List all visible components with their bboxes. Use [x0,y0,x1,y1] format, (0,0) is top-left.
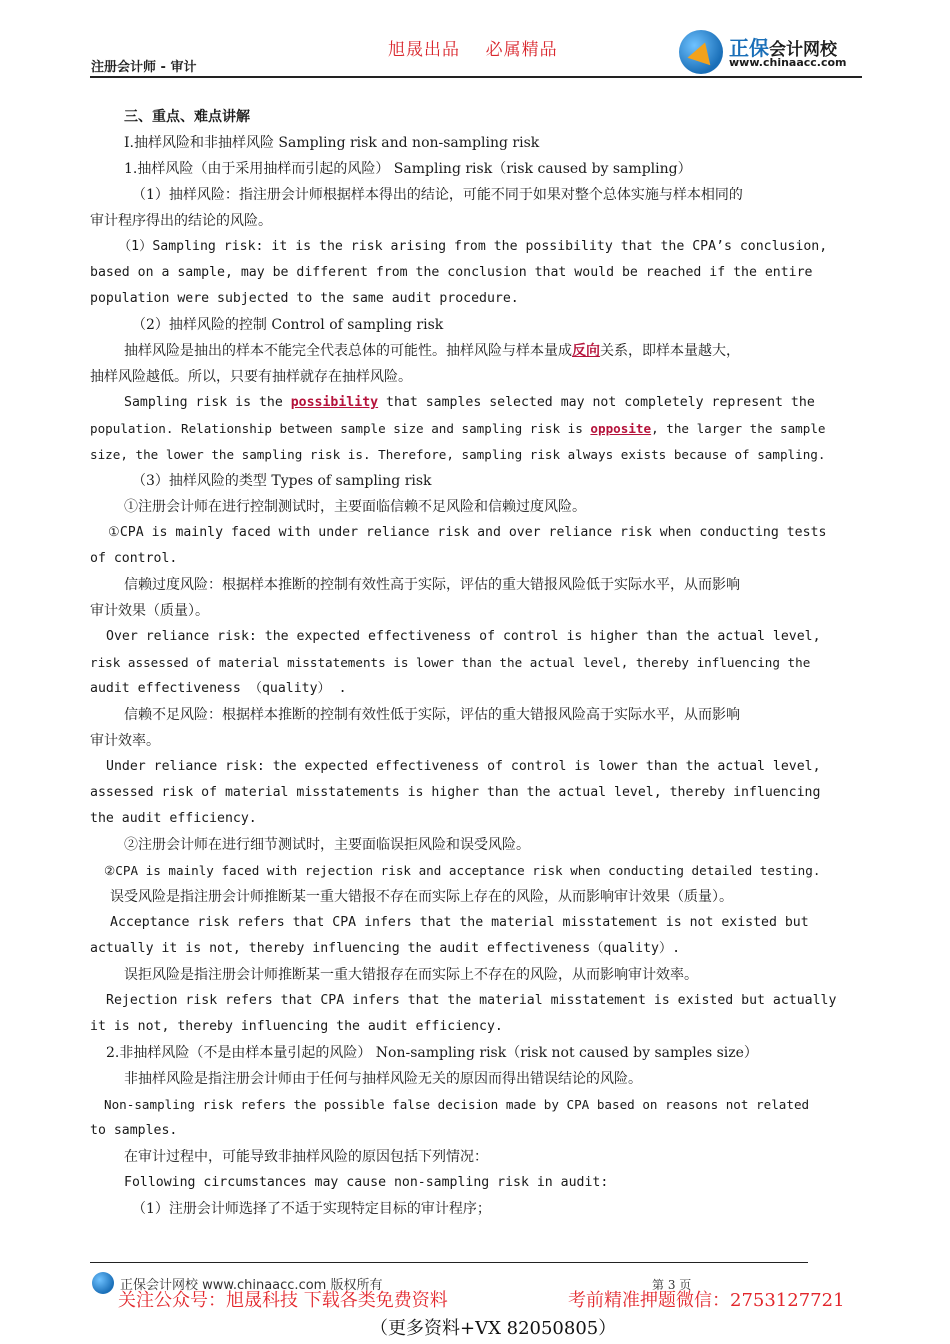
document-body [90,104,862,1222]
text-line: 审计效率。 [90,733,160,749]
text-line: （1）注册会计师选择了不适于实现特定目标的审计程序； [132,1201,491,1217]
text-line: ①CPA is mainly faced with under reliance risk and over reliance risk when conducting tests [108,525,827,540]
text-line: of control. [90,551,178,566]
course-title: 注册会计师 - 审计 [91,60,197,75]
text-line [90,390,862,416]
text-span: 关系，即样本量越大， [600,343,740,359]
text-span: population. Relationship between sample size and sampling risk is [90,421,591,436]
text-line: 非抽样风险是指注册会计师由于任何与抽样风险无关的原因而得出错误结论的风险。 [124,1071,642,1087]
page-number: 第 3 页 [652,1278,692,1292]
highlight-term: 反向 [572,343,600,359]
text-line: 2.非抽样风险（不是由样本量引起的风险） Non-sampling risk（risk not caused by samples size） [106,1045,758,1061]
text-line: Under reliance risk: the expected effectiveness of control is lower than the actual level, [106,759,821,774]
text-line: Non-sampling risk refers the possible false decision made by CPA based on reasons not related [104,1097,810,1112]
text-line: ②注册会计师在进行细节测试时，主要面临误拒风险和误受风险。 [124,837,530,853]
text-line: 审计程序得出的结论的风险。 [90,213,272,229]
footer-copyright: 正保会计网校 www.chinaacc.com 版权所有 [120,1278,383,1293]
text-line [90,338,862,364]
brand-logo-icon [679,30,723,74]
promo-more-materials: （更多资料+VX 82050805） [370,1318,617,1339]
page-header [0,0,950,80]
promo-wechat-account: 关注公众号：旭晟科技 下载各类免费资料 [118,1290,448,1311]
text-line: assessed risk of material misstatements is higher than the actual level, thereby influencing [90,785,821,800]
text-line: 在审计过程中，可能导致非抽样风险的原因包括下列情况： [124,1149,488,1165]
text-line: 抽样风险越低。所以，只要有抽样就存在抽样风险。 [90,369,412,385]
text-line: the audit efficiency. [90,811,257,826]
text-line: audit effectiveness （quality） . [90,681,347,696]
text-line [90,416,862,442]
text-line: Acceptance risk refers that CPA infers that the material misstatement is not existed but [110,915,809,930]
text-line: （3）抽样风险的类型 Types of sampling risk [132,473,432,489]
text-line: 误拒风险是指注册会计师推断某一重大错报存在而实际上不存在的风险，从而影响审计效率。 [124,967,698,983]
text-line: 1.抽样风险（由于采用抽样而引起的风险） Sampling risk（risk caused by sampling） [124,161,692,177]
text-span: 抽样风险是抽出的样本不能完全代表总体的可能性。抽样风险与样本量成 [124,343,572,359]
brand-name-rest: 会计网校 [769,40,837,60]
text-line: 信赖过度风险：根据样本推断的控制有效性高于实际，评估的重大错报风险低于实际水平，从而影响 [124,577,740,593]
header-divider [90,76,862,78]
text-line: population were subjected to the same audit procedure. [90,291,519,306]
highlight-term: possibility [290,395,379,410]
brand-name-big: 正保 [729,36,769,60]
text-line: it is not, thereby influencing the audit efficiency. [90,1019,503,1034]
text-line: （1）Sampling risk: it is the risk arising from the possibility that the CPA’s conclusion, [118,239,828,254]
text-line: to samples. [90,1123,178,1138]
text-line: actually it is not, thereby influencing the audit effectiveness（quality）. [90,941,681,956]
text-line: based on a sample, may be different from the conclusion that would be reached if the entire [90,265,813,280]
text-line: （1）抽样风险：指注册会计师根据样本得出的结论，可能不同于如果对整个总体实施与样本相同的 [132,187,743,203]
footer-logo-icon [92,1272,114,1294]
text-line: 审计效果（质量）。 [90,603,209,619]
highlight-term: opposite [590,421,652,436]
brand-url: www.chinaacc.com [729,56,847,69]
text-line: I.抽样风险和非抽样风险 Sampling risk and non-sampling risk [124,135,540,151]
text-line: Following circumstances may cause non-sampling risk in audit: [124,1175,609,1190]
header-slogan: 旭晟出品 必属精品 [388,40,558,60]
promo-wechat-contact: 考前精准押题微信：2753127721 [568,1290,845,1311]
text-line: ①注册会计师在进行控制测试时，主要面临信赖不足风险和信赖过度风险。 [124,499,586,515]
section-heading: 三、重点、难点讲解 [124,109,250,125]
text-line: Rejection risk refers that CPA infers that the material misstatement is existed but actually [106,993,837,1008]
text-span: that samples selected may not completely represent the [378,395,815,410]
text-line: risk assessed of material misstatements is lower than the actual level, thereby influencing the [90,655,811,670]
text-line: （2）抽样风险的控制 Control of sampling risk [132,317,444,333]
text-span: , the larger the sample [651,421,826,436]
text-span: Sampling risk is the [124,395,291,410]
footer-divider [90,1262,808,1263]
text-line: ②CPA is mainly faced with rejection risk and acceptance risk when conducting detailed testing. [104,863,821,878]
text-line: 信赖不足风险：根据样本推断的控制有效性低于实际，评估的重大错报风险高于实际水平，从而影响 [124,707,740,723]
brand-logo[interactable] [679,30,869,74]
text-line: size, the lower the sampling risk is. Therefore, sampling risk always exists because of sampling. [90,447,826,462]
text-line: 误受风险是指注册会计师推断某一重大错报不存在而实际上存在的风险，从而影响审计效果（质量）。 [110,889,733,905]
text-line: Over reliance risk: the expected effectiveness of control is higher than the actual level, [106,629,821,644]
